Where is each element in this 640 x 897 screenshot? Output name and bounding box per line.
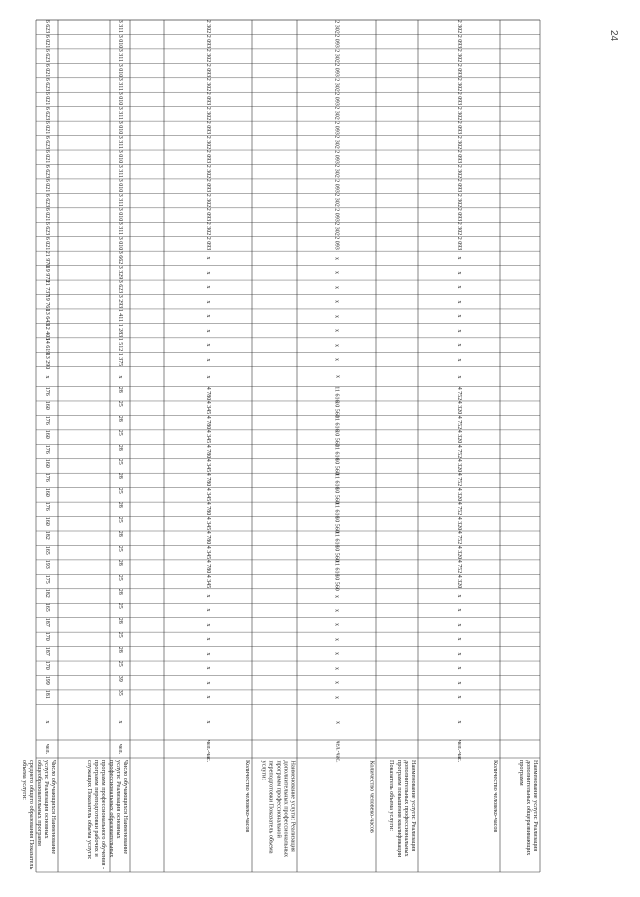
table-cell: 2 302 — [456, 164, 463, 178]
table-cell: 6 021 — [44, 92, 51, 106]
table-cell: 3 010 — [117, 236, 124, 251]
table-cell: 2 093 — [333, 121, 340, 135]
table-cell: 4 320 — [456, 458, 463, 473]
table-cell: 19 973 — [44, 265, 51, 283]
table-cell: 2 302 — [333, 222, 340, 236]
table-cell: x — [333, 343, 340, 347]
table-cell: x — [456, 695, 463, 699]
column-unit: чел. — [117, 743, 123, 755]
table-cell: x — [333, 271, 340, 275]
table-cell: 4 345 — [205, 429, 212, 444]
table-cell: 3 311 — [117, 48, 124, 63]
table-cell: 4 345 — [205, 400, 212, 415]
table-cell: 10 560 — [333, 545, 340, 562]
table-cell: x — [333, 637, 340, 641]
table-cell: x — [456, 681, 463, 685]
table-cell: 3 010 — [117, 150, 124, 164]
table-cell: x — [205, 594, 212, 598]
column-unit: чел. — [44, 743, 50, 755]
table-cell: 2 093 — [456, 63, 463, 77]
table-cell: x — [456, 637, 463, 641]
table-cell: 2 093 — [205, 92, 212, 106]
table-cell: x — [44, 720, 51, 724]
table-cell: 28 — [117, 502, 124, 509]
table-cell: 182 — [44, 531, 51, 540]
table-cell: 2 302 — [333, 20, 340, 34]
table-cell: 25 — [117, 516, 124, 523]
table-cell: 3 662 — [117, 251, 124, 265]
table-cell: 10 560 — [333, 400, 340, 418]
table-cell: 4 345 — [205, 545, 212, 559]
table-cell: 3 010 — [117, 178, 124, 193]
table-cell: 6 021 — [44, 121, 51, 135]
table-cell: x — [205, 623, 212, 627]
table-cell: x — [205, 608, 212, 612]
table-cell: 2 302 — [205, 193, 212, 207]
table-cell: 28 — [117, 415, 124, 422]
table-cell: 2 093 — [333, 92, 340, 106]
table-cell: 2 093 — [205, 121, 212, 135]
table-cell: 2 302 — [456, 106, 463, 121]
table-cell: 1 411 — [117, 308, 124, 323]
table-cell: x — [333, 666, 340, 670]
table-cell: 1 283 — [117, 323, 124, 337]
table-cell: 4 752 — [456, 502, 463, 516]
table-cell: 160 — [44, 429, 51, 439]
table-cell: 2 093 — [456, 150, 463, 164]
table-cell: 4 780 — [205, 559, 212, 574]
table-cell: 10 560 — [333, 458, 340, 476]
table-cell: x — [456, 343, 463, 347]
table-cell: 2 093 — [333, 63, 340, 77]
table-cell: 4 320 — [456, 400, 463, 415]
table-cell: x — [205, 285, 212, 289]
table-cell: 4 780 — [205, 473, 212, 487]
table-cell: x — [333, 314, 340, 318]
column-unit: чел.-час. — [205, 740, 211, 763]
table-cell: 11 616 — [333, 473, 340, 490]
table-cell: 10 560 — [333, 516, 340, 534]
table-cell: 187 — [44, 646, 51, 656]
table-cell: 2 093 — [456, 178, 463, 193]
table-cell: x — [205, 695, 212, 699]
table-cell: 19 761 — [44, 294, 51, 311]
table-cell: 11 616 — [333, 386, 340, 403]
table-cell: 25 — [117, 632, 124, 639]
table-cell: x — [456, 300, 463, 304]
table-cell: 2 302 — [333, 106, 340, 121]
column-header: Наименование услуги: Реализация дополнительных общеразвивающих программ — [517, 760, 539, 856]
table-cell: 28 — [117, 444, 124, 451]
table-cell: 2 093 — [456, 207, 463, 222]
table-cell: x — [333, 256, 340, 260]
table-cell: 1 375 — [117, 352, 124, 366]
table-cell: 170 — [44, 661, 51, 671]
table-cell: 4 752 — [456, 386, 463, 401]
table-cell: 2 093 — [333, 150, 340, 164]
table-cell: 160 — [44, 487, 51, 497]
table-cell: 3 311 — [117, 193, 124, 207]
table-cell: 2 302 — [456, 193, 463, 207]
table-cell: 10 560 — [333, 574, 340, 591]
table-cell: 11 616 — [333, 415, 340, 432]
table-cell: 1 512 — [117, 337, 124, 352]
table-cell: 160 — [44, 400, 51, 410]
table-cell: 2 093 — [205, 150, 212, 164]
table-cell: 182 — [44, 588, 51, 598]
table-cell: 6 623 — [44, 164, 51, 178]
table-cell: x — [44, 375, 51, 379]
table-cell: x — [456, 329, 463, 333]
table-cell: 4 752 — [456, 531, 463, 545]
column-unit: чел.-час. — [456, 740, 462, 763]
table-cell: x — [205, 358, 212, 362]
table-cell: 28 — [117, 617, 124, 624]
table-cell: 2 302 — [205, 135, 212, 150]
column-unit: чел.-час. — [334, 740, 340, 763]
table-cell: x — [205, 256, 212, 260]
table-cell: 2 302 — [205, 77, 212, 92]
table-cell: 2 093 — [205, 236, 212, 251]
table-cell: 175 — [44, 574, 51, 584]
table-cell: 176 — [44, 415, 51, 425]
table-cell: 10 560 — [333, 487, 340, 505]
table-cell: 3 010 — [117, 92, 124, 106]
table-cell: 3 311 — [117, 106, 124, 120]
table-cell: 6 021 — [44, 178, 51, 193]
table-cell: 6 021 — [44, 236, 51, 251]
column-header: Количество человеко-часов — [492, 760, 499, 833]
table-cell: 2 302 — [333, 193, 340, 207]
table-cell: 4 780 — [205, 386, 212, 401]
table-cell: x — [333, 300, 340, 304]
table-cell: 4 320 — [456, 429, 463, 444]
table-cell: x — [333, 695, 340, 699]
table-cell: x — [456, 652, 463, 656]
table-cell: x — [205, 666, 212, 670]
table-cell: 13 290 — [44, 352, 51, 369]
table-cell: 2 093 — [333, 178, 340, 193]
table-cell: 2 093 — [456, 34, 463, 48]
table-cell: 3 311 — [117, 135, 124, 149]
table-cell: 25 — [117, 545, 124, 552]
table-cell: 6 623 — [44, 222, 51, 236]
table-cell: 28 — [117, 559, 124, 566]
table-cell: 4 320 — [456, 545, 463, 559]
table-cell: 25 — [117, 487, 124, 494]
table-cell: 25 — [117, 661, 124, 668]
table-cell: x — [333, 652, 340, 656]
column-header: Количество человеко-часов — [368, 760, 375, 833]
table-cell: 6 021 — [44, 34, 51, 48]
table-cell: 25 — [117, 574, 124, 581]
table-cell: 187 — [44, 617, 51, 627]
table-cell: 2 302 — [456, 222, 463, 236]
table-cell: 6 623 — [44, 193, 51, 207]
table-cell: 176 — [44, 502, 51, 512]
table-cell: 6 021 — [44, 207, 51, 222]
table-cell: 6 623 — [44, 135, 51, 150]
table-cell: 6 021 — [44, 63, 51, 77]
table-cell: 4 752 — [456, 415, 463, 429]
table-cell: 4 345 — [205, 574, 212, 588]
table-cell: 3 311 — [117, 77, 124, 92]
table-cell: 3 010 — [117, 121, 124, 135]
table-cell: 6 623 — [44, 48, 51, 63]
table-cell: 39 — [117, 675, 124, 682]
table-cell: 2 093 — [456, 92, 463, 106]
table-cell: 4 345 — [205, 516, 212, 531]
table-cell: 28 — [117, 386, 124, 393]
table-cell: 3 293 — [117, 294, 124, 308]
table-cell: 176 — [44, 386, 51, 396]
table-cell: 3 311 — [117, 222, 124, 236]
table-cell: 13 643 — [44, 308, 51, 326]
column-header: Число обучающихся Наименование услуги: Реализация основных общеобразовательных программ среднего общего образования Показатель объема услуги: — [21, 760, 57, 870]
table-cell: 2 093 — [205, 178, 212, 193]
table-cell: 2 302 — [333, 48, 340, 63]
table-cell: 28 — [117, 473, 124, 480]
table-cell: 2 302 — [205, 20, 212, 34]
table-cell: 25 — [117, 458, 124, 465]
table-cell: x — [456, 256, 463, 260]
table-cell: 2 302 — [205, 106, 212, 121]
table-cell: 2 302 — [205, 164, 212, 178]
table-cell: 6 623 — [44, 77, 51, 92]
table-cell: 199 — [44, 675, 51, 685]
table-cell: 2 302 — [456, 20, 463, 34]
table-cell: x — [456, 623, 463, 627]
table-cell: 2 093 — [456, 236, 463, 251]
table-cell: 11 616 — [333, 502, 340, 519]
table-cell: 12 403 — [44, 323, 51, 340]
table-cell: 4 780 — [205, 415, 212, 429]
table-cell: 2 093 — [333, 207, 340, 222]
table-cell: x — [333, 285, 340, 289]
table-cell: 25 — [117, 400, 124, 407]
table-cell: 4 345 — [205, 487, 212, 502]
table-cell: x — [205, 720, 212, 724]
table-cell: 165 — [44, 545, 51, 555]
table-cell: 4 780 — [205, 531, 212, 545]
table-cell: x — [117, 375, 124, 379]
table-cell: 35 — [117, 689, 124, 696]
table-cell: x — [333, 594, 340, 598]
table-cell: x — [205, 314, 212, 318]
table-cell: 2 093 — [333, 236, 340, 251]
table-cell: 160 — [44, 516, 51, 526]
table-cell: 11 616 — [333, 559, 340, 577]
table-cell: x — [333, 329, 340, 333]
table-cell: 3 329 — [117, 265, 124, 280]
table-cell: 2 093 — [205, 207, 212, 222]
table-cell: 2 302 — [456, 48, 463, 63]
table-cell: x — [456, 608, 463, 612]
table-cell: x — [205, 329, 212, 333]
table-cell: 28 — [117, 646, 124, 653]
table-cell: 181 — [44, 689, 51, 699]
column-header: Наименование услуги: Реализация дополнительных профессиональных программ профессиональной переподготовки Показатель объема услуги: — [260, 760, 296, 857]
table-cell: 25 — [117, 603, 124, 610]
table-cell: 2 093 — [205, 34, 212, 48]
table-cell: x — [333, 608, 340, 612]
table-cell: 6 623 — [44, 20, 51, 34]
table-cell: x — [456, 285, 463, 289]
table-cell: 176 — [44, 444, 51, 454]
table-cell: x — [456, 720, 463, 724]
table-cell: 2 302 — [205, 48, 212, 63]
table-cell: 193 — [44, 559, 51, 569]
table-cell: 4 780 — [205, 444, 212, 458]
table-cell: 2 302 — [456, 135, 463, 150]
table-cell: 11 616 — [333, 444, 340, 461]
table-cell: 2 093 — [456, 121, 463, 135]
table-cell: x — [456, 666, 463, 670]
table-cell: x — [333, 358, 340, 362]
table-cell: x — [205, 375, 212, 379]
table-cell: x — [205, 681, 212, 685]
table-cell: 4 780 — [205, 502, 212, 516]
table-cell: 4 752 — [456, 559, 463, 574]
table-cell: x — [333, 720, 340, 724]
table-cell: 2 302 — [456, 77, 463, 92]
table-cell: 2 302 — [333, 77, 340, 92]
column-header: Число обучающихся Наименование услуги: Реализация основных профессиональных образовательных программ профессионального обучения - программ переподготовки рабочих и служащих Показатель объема услуги: — [85, 760, 129, 870]
table-cell: 165 — [44, 603, 51, 613]
table-cell: 170 — [44, 632, 51, 642]
table-cell: 4 752 — [456, 444, 463, 458]
table-cell: 21 970 — [44, 251, 51, 268]
table-cell: 2 302 — [205, 222, 212, 236]
table-cell: 3 010 — [117, 207, 124, 222]
table-cell: x — [333, 375, 340, 379]
table-cell: x — [205, 652, 212, 656]
table-cell: 4 752 — [456, 473, 463, 487]
table-cell: x — [456, 314, 463, 318]
column-header: Наименование услуги: Реализация дополнительных профессиональных программ повышения квалификации Показатель объема услуги: — [388, 760, 417, 858]
table-cell: 4 320 — [456, 487, 463, 502]
table-cell: x — [117, 720, 124, 724]
table-cell: 14 619 — [44, 337, 51, 355]
table-cell: x — [456, 594, 463, 598]
column-header: Количество человеко-часов — [244, 760, 251, 833]
table-cell: 4 320 — [456, 516, 463, 531]
table-cell: 4 320 — [456, 574, 463, 588]
table-cell: 3 623 — [117, 280, 124, 294]
table-cell: 3 010 — [117, 63, 124, 77]
table-cell: 2 093 — [205, 63, 212, 77]
table-cell: x — [456, 358, 463, 362]
table-cell: 21 737 — [44, 280, 51, 297]
table-cell: 11 616 — [333, 531, 340, 548]
table-cell: x — [205, 343, 212, 347]
table-cell: 28 — [117, 588, 124, 595]
table-cell: 160 — [44, 458, 51, 468]
table-cell: 4 345 — [205, 458, 212, 473]
table-cell: 28 — [117, 531, 124, 537]
table-cell: 2 093 — [333, 34, 340, 48]
table-cell: 176 — [44, 473, 51, 483]
table-cell: x — [333, 681, 340, 685]
table-cell: x — [456, 271, 463, 275]
table-cell: 2 302 — [333, 164, 340, 178]
table-cell: 6 623 — [44, 106, 51, 121]
table-cell: x — [205, 637, 212, 641]
table-cell: x — [205, 271, 212, 275]
table-cell: x — [456, 375, 463, 379]
table-cell: x — [333, 623, 340, 627]
table-cell: 6 021 — [44, 150, 51, 164]
table-cell: 10 560 — [333, 429, 340, 447]
table-cell: x — [205, 300, 212, 304]
table-cell: 3 311 — [117, 20, 124, 34]
page-number: 24 — [608, 29, 620, 42]
table-cell: 25 — [117, 429, 124, 436]
table-cell: 3 010 — [117, 34, 124, 48]
table-cell: 3 311 — [117, 164, 124, 178]
table-cell: 2 302 — [333, 135, 340, 150]
